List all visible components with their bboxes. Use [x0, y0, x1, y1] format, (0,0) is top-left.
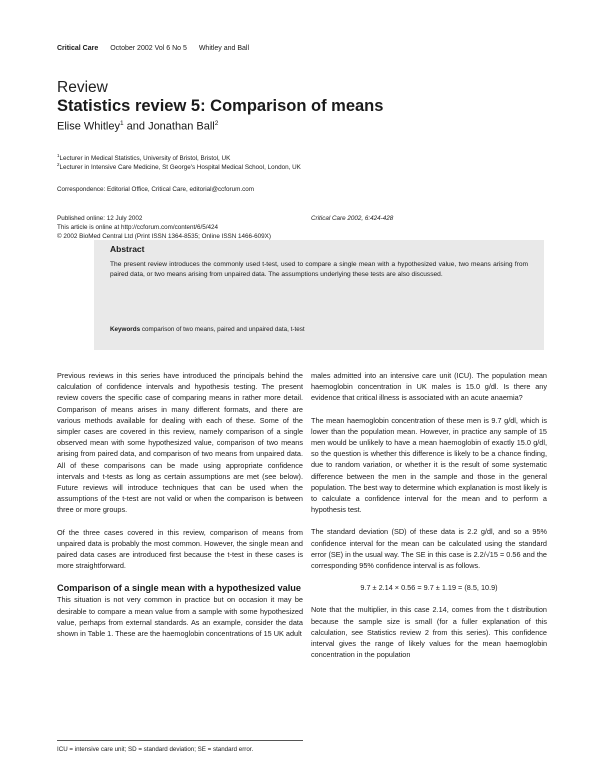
- author-list: [57, 120, 218, 133]
- section-heading: Comparison of a single mean with a hypothesized value: [57, 583, 302, 594]
- keywords-text: comparison of two means, paired and unpaired data, t-test: [141, 326, 305, 333]
- abstract-heading: Abstract: [110, 244, 145, 254]
- journal-name: Critical Care: [57, 45, 99, 52]
- paragraph: Of the three cases covered in this review, comparison of means from unpaired data is probably the most common. However, the single mean and paired data cases are introduced first because the t-test in these cases is more straightforward.: [57, 527, 303, 571]
- paragraph: The standard deviation (SD) of these data is 2.2 g/dl, and so a 95% confidence interval for the mean can be calculated using the standard error (SE) in the usual way. The SE in this case is 2.2/√15 = 0.56 and the corresponding 95% confidence interval is as follows.: [311, 527, 547, 571]
- author-separator: and: [123, 120, 149, 133]
- running-header: [57, 45, 259, 52]
- right-column: [311, 370, 547, 660]
- keywords: [110, 326, 305, 333]
- affiliation-mark: 1: [57, 153, 60, 158]
- correspondence: Correspondence: Editorial Office, Critical Care, editorial@ccforum.com: [57, 186, 255, 193]
- citation: Critical Care 2002, 6:424-428: [311, 215, 394, 222]
- author-name: Elise Whitley: [57, 120, 120, 133]
- running-authors: Whitley and Ball: [198, 45, 250, 52]
- affiliation-text: Lecturer in Intensive Care Medicine, St George's Hospital Medical School, London, UK: [59, 164, 301, 172]
- abstract-box: [94, 240, 544, 350]
- equation: 9.7 ± 2.14 × 0.56 = 9.7 ± 1.19 = (8.5, 10.9): [360, 583, 498, 593]
- paragraph: males admitted into an intensive care unit (ICU). The population mean haemoglobin concentration in UK males is 15.0 g/dl. Is there any evidence that critical illness is associated with an acute anaemia?: [311, 371, 547, 403]
- author-affiliation-mark: 2: [214, 120, 219, 127]
- paragraph: This situation is not very common in practice but on occasion it may be desirable to compare a mean value from a sample with some hypothesized value, perhaps from external standards. As an example, consider the data shown in Table 1. These are the haemoglobin concentrations of 15 UK adult: [57, 595, 303, 639]
- affiliation-mark: 2: [57, 162, 60, 167]
- abstract-text: The present review introduces the commonly used t-test, used to compare a single mean with a hypothesized value, two means arising from paired data, or two means arising from unpaired data. The assumptions underlying these tests are also discussed.: [110, 261, 528, 278]
- keywords-label: Keywords: [110, 326, 141, 333]
- online-url[interactable]: This article is online at http://ccforum.com/content/6/5/424: [57, 224, 218, 231]
- article-title: Statistics review 5: Comparison of means: [57, 97, 384, 115]
- paragraph: Note that the multiplier, in this case 2.14, comes from the t distribution because the sample size is small (for a fuller explanation of this calculation, see Statistics review 2 from this series). This confidence interval gives the range of likely values for the mean haemoglobin concentration in the population: [311, 605, 547, 660]
- footnote: ICU = intensive care unit; SD = standard deviation; SE = standard error.: [57, 746, 254, 753]
- paragraph: The mean haemoglobin concentration of these men is 9.7 g/dl, which is lower than the population mean. However, in practice any sample of 15 men would be unlikely to have a mean haemoglobin of exactly 15.0 g/dl, so the question is whether this difference is likely to be a chance finding, due to random variation, or whether it is the result of some systematic difference between the men in the sample and those in the general population. The best way to determine which explanation is most likely is to calculate a confidence interval for the mean and to perform a hypothesis test.: [311, 415, 547, 515]
- published-date: Published online: 12 July 2002: [57, 215, 143, 222]
- affiliation: [57, 162, 301, 171]
- issue-info: October 2002 Vol 6 No 5: [110, 45, 187, 52]
- section-type: Review: [57, 79, 108, 96]
- affiliation: [57, 153, 230, 162]
- author-affiliation-mark: 1: [119, 120, 124, 127]
- copyright: © 2002 BioMed Central Ltd (Print ISSN 1364-8535; Online ISSN 1466-609X): [57, 233, 271, 240]
- paragraph: Previous reviews in this series have introduced the principals behind the calculation of confidence intervals and hypothesis testing. The present review covers the specific case of comparing means in rather more detail. Comparison of means arises in many different formats, and there are various methods available for dealing with each of these. Some of the simpler cases are covered in this review, namely comparison of a single observed mean with some hypothesized value, comparison of two means arising from paired data, and comparison of two means from unpaired data. All of these comparisons can be made using appropriate confidence intervals and t-tests as long as certain assumptions are met (see below). Future reviews will introduce techniques that can be used when the assumptions of the t-test are not valid or when the comparison is between three or more groups.: [57, 371, 303, 515]
- footnote-divider: [57, 740, 303, 741]
- author-name: Jonathan Ball: [148, 120, 215, 133]
- left-column: [57, 370, 303, 639]
- affiliation-text: Lecturer in Medical Statistics, University of Bristol, Bristol, UK: [59, 155, 231, 163]
